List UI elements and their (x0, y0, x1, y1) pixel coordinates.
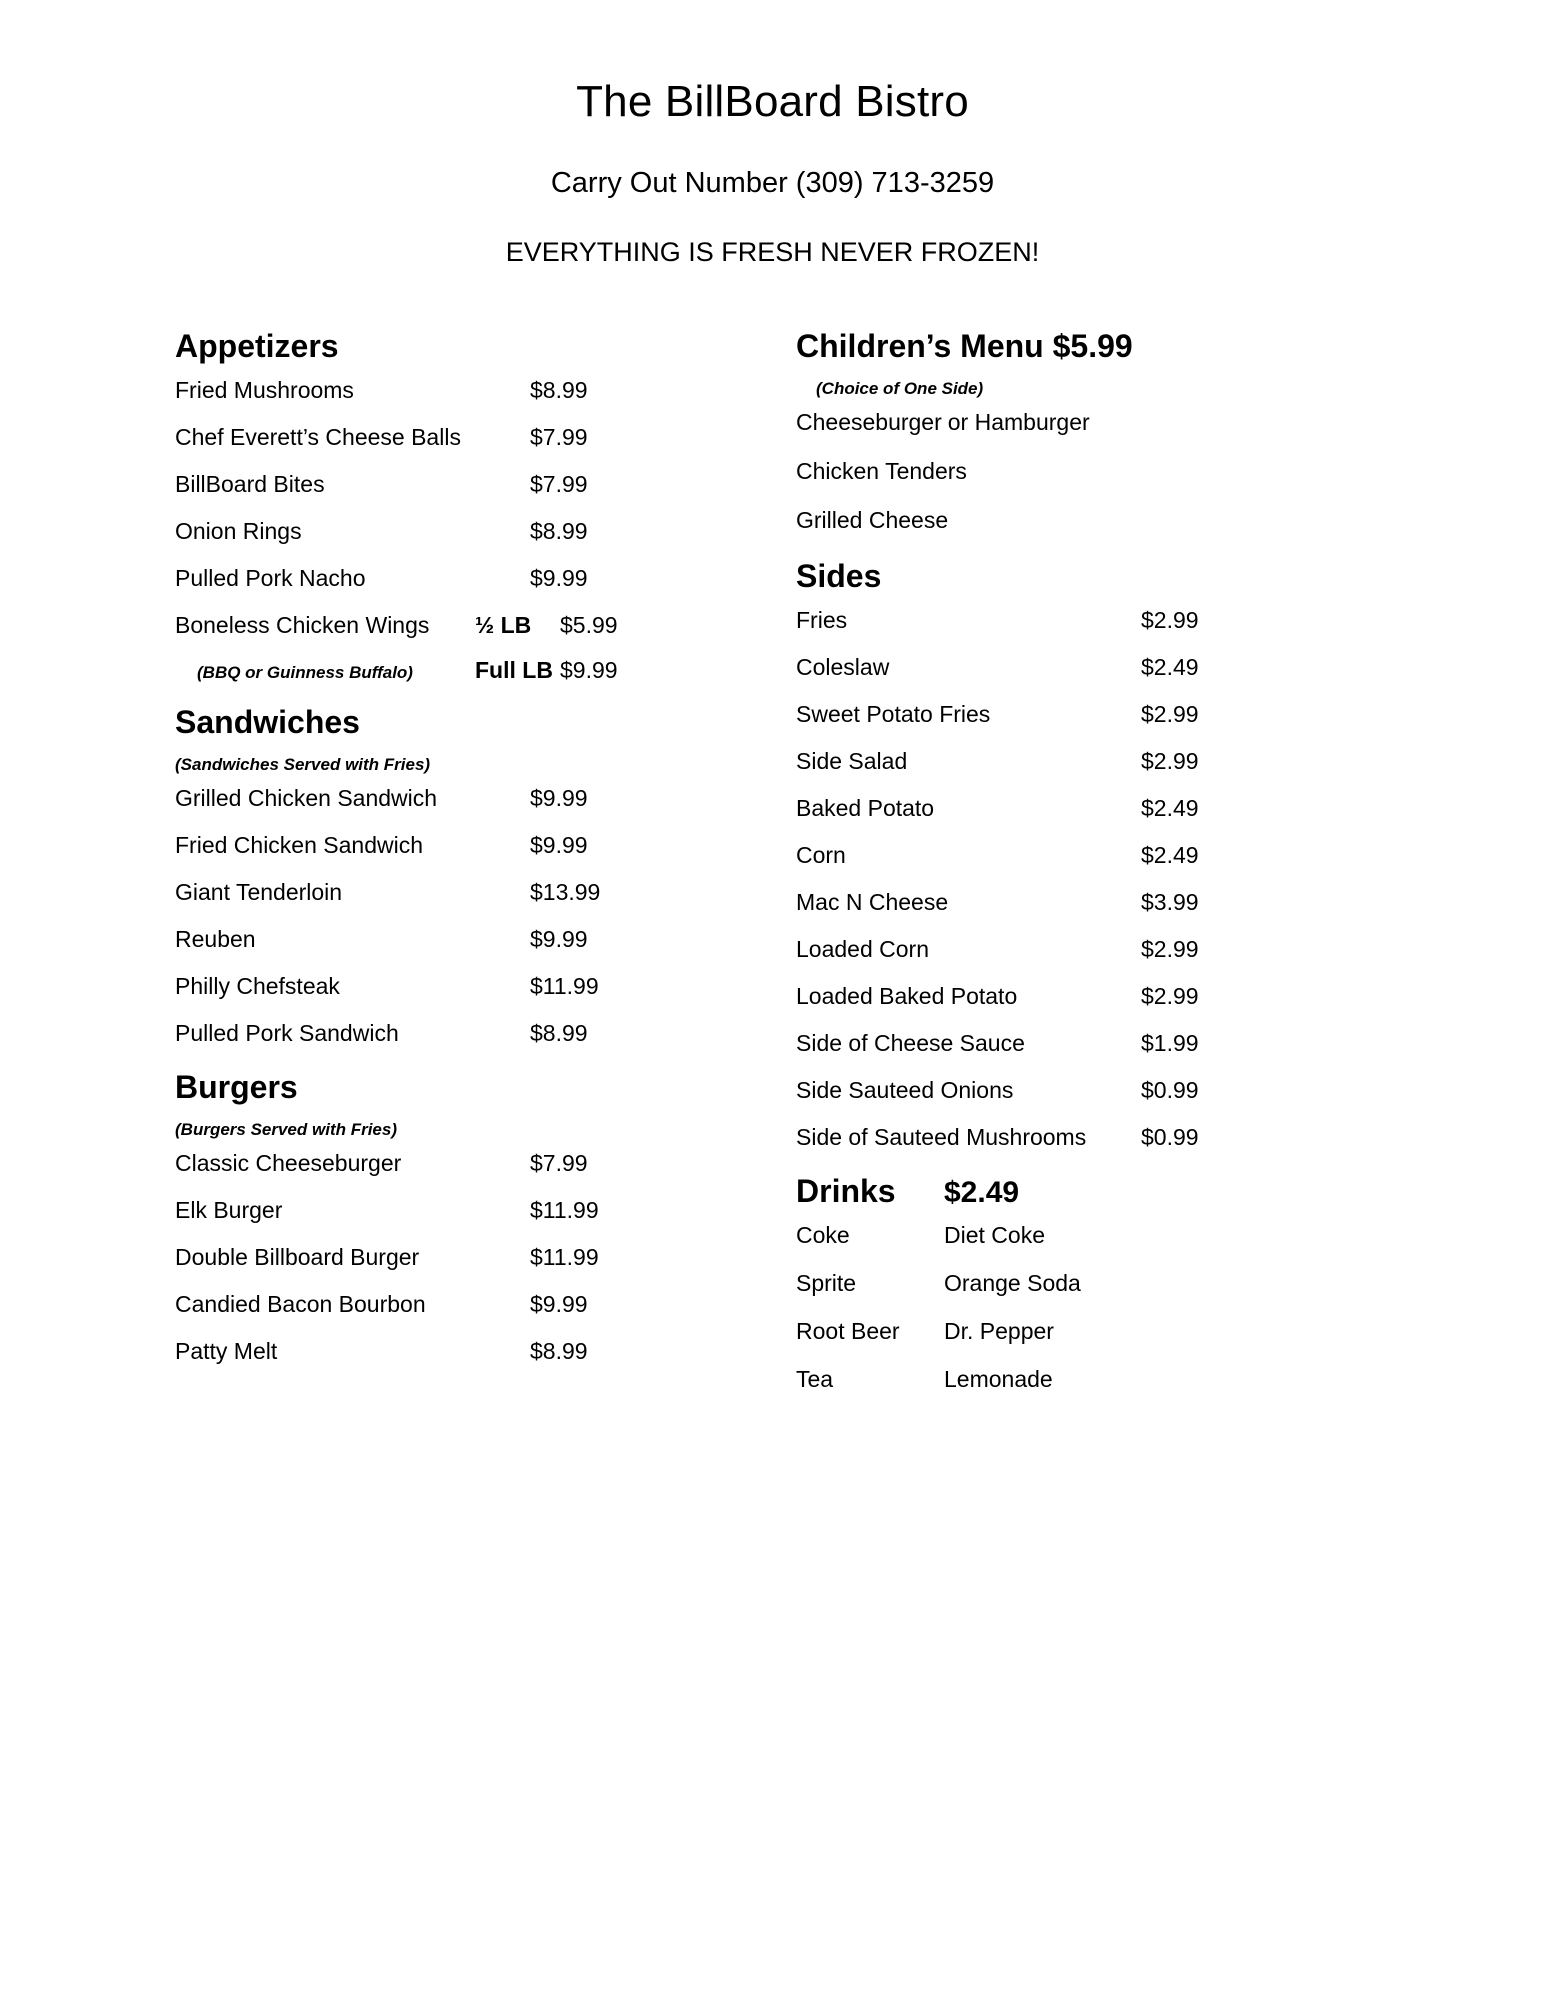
menu-header (0, 0, 1545, 268)
menu-item-row (175, 831, 795, 858)
item-price: $9.99 (530, 564, 588, 591)
menu-item-row (796, 935, 1416, 962)
menu-item-row (796, 747, 1416, 774)
menu-item-row (796, 794, 1416, 821)
item-name: BillBoard Bites (175, 470, 325, 497)
menu-item-row (796, 509, 1416, 532)
drink-name: Dr. Pepper (944, 1317, 1054, 1344)
menu-item-row (175, 1293, 795, 1316)
menu-item-row (175, 925, 795, 952)
item-price: $2.99 (1141, 606, 1199, 633)
item-price: $9.99 (530, 1291, 588, 1318)
right-column (796, 328, 1416, 1416)
item-price: $13.99 (530, 878, 601, 905)
menu-item-row (175, 470, 795, 497)
section-heading-burgers: Burgers (175, 1068, 298, 1105)
item-name: Elk Burger (175, 1197, 283, 1224)
item-price: $2.99 (1141, 747, 1199, 774)
item-price: $2.49 (1141, 653, 1199, 680)
drink-row (796, 1365, 1416, 1392)
item-name: Chef Everett’s Cheese Balls (175, 423, 461, 450)
item-name: Grilled Cheese (796, 507, 949, 534)
item-price: $1.99 (1141, 1029, 1199, 1056)
item-name: Side Salad (796, 747, 908, 774)
item-name: Candied Bacon Bourbon (175, 1291, 426, 1318)
item-name: Fries (796, 606, 848, 633)
item-price: $9.99 (530, 784, 588, 811)
section-heading-sides: Sides (796, 558, 882, 595)
item-price: $11.99 (530, 972, 599, 999)
menu-item-row-wings-full (175, 656, 795, 683)
item-price: $7.99 (530, 1150, 588, 1177)
drink-row (796, 1317, 1416, 1344)
item-name: Corn (796, 841, 846, 868)
drink-name: Tea (796, 1365, 834, 1392)
menu-item-row (796, 888, 1416, 915)
drink-name: Coke (796, 1221, 850, 1248)
menu-item-row (175, 1152, 795, 1175)
item-name: Fried Chicken Sandwich (175, 831, 424, 858)
item-price: $0.99 (1141, 1123, 1199, 1150)
drinks-price: $2.49 (944, 1175, 1020, 1209)
menu-item-row (796, 1123, 1416, 1150)
item-price: $8.99 (530, 1019, 588, 1046)
item-price: $2.99 (1141, 982, 1199, 1009)
menu-item-row (175, 784, 795, 811)
menu-item-row (796, 982, 1416, 1009)
wings-full-label: Full LB (475, 656, 553, 683)
item-price: $2.49 (1141, 794, 1199, 821)
drink-name: Root Beer (796, 1317, 900, 1344)
tagline: EVERYTHING IS FRESH NEVER FROZEN! (505, 237, 1040, 268)
section-heading-childrens-menu: Children’s Menu $5.99 (796, 327, 1133, 364)
drinks-label: Drinks (796, 1172, 896, 1209)
menu-item-row (796, 1076, 1416, 1103)
item-name: Side of Cheese Sauce (796, 1029, 1025, 1056)
item-price: $11.99 (530, 1197, 599, 1224)
item-name: Pulled Pork Nacho (175, 564, 366, 591)
wings-half-label: ½ LB (475, 611, 532, 638)
drink-row (796, 1221, 1416, 1248)
drink-name: Sprite (796, 1269, 857, 1296)
section-heading-appetizers: Appetizers (175, 327, 339, 364)
menu-item-row (175, 1199, 795, 1222)
item-name: Side of Sauteed Mushrooms (796, 1123, 1087, 1150)
item-name: Giant Tenderloin (175, 878, 343, 905)
item-price: $7.99 (530, 423, 588, 450)
item-price: $8.99 (530, 376, 588, 403)
drink-name: Diet Coke (944, 1221, 1045, 1248)
item-alt: or Hamburger (947, 409, 1090, 436)
menu-item-row (796, 606, 1416, 633)
item-name: Side Sauteed Onions (796, 1076, 1014, 1103)
item-price: $2.99 (1141, 700, 1199, 727)
item-name: Boneless Chicken Wings (175, 611, 430, 638)
menu-item-row (796, 700, 1416, 727)
menu-item-row (175, 878, 795, 905)
menu-columns (0, 328, 1545, 1416)
carry-out-number: Carry Out Number (309) 713-3259 (550, 167, 995, 200)
menu-item-row (175, 517, 795, 544)
item-price: $0.99 (1141, 1076, 1199, 1103)
menu-item-row (175, 972, 795, 999)
item-price: $8.99 (530, 1338, 588, 1365)
section-heading-drinks (796, 1173, 1416, 1210)
item-name: Loaded Corn (796, 935, 929, 962)
menu-item-row (796, 841, 1416, 868)
item-name: Cheeseburger (796, 409, 942, 436)
item-name: Philly Chefsteak (175, 972, 340, 999)
menu-item-row (175, 376, 795, 403)
left-column (175, 328, 795, 1416)
item-name: Pulled Pork Sandwich (175, 1019, 399, 1046)
menu-item-row (175, 423, 795, 450)
item-name: Double Billboard Burger (175, 1244, 420, 1271)
item-price: $2.49 (1141, 841, 1199, 868)
item-price: $11.99 (530, 1244, 599, 1271)
item-name: Chicken Tenders (796, 458, 967, 485)
item-name: Classic Cheeseburger (175, 1150, 402, 1177)
drink-name: Orange Soda (944, 1269, 1081, 1296)
drink-row (796, 1269, 1416, 1296)
item-name: Sweet Potato Fries (796, 700, 991, 727)
menu-item-row (796, 460, 1416, 483)
menu-item-row (796, 1029, 1416, 1056)
item-name: Fried Mushrooms (175, 376, 354, 403)
item-name: Patty Melt (175, 1338, 278, 1365)
item-name: Onion Rings (175, 517, 302, 544)
item-name: Mac N Cheese (796, 888, 949, 915)
item-price: $7.99 (530, 470, 588, 497)
page-title: The BillBoard Bistro (576, 77, 969, 126)
sandwiches-note: (Sandwiches Served with Fries) (175, 754, 431, 774)
item-price: $2.99 (1141, 935, 1199, 962)
item-name: Loaded Baked Potato (796, 982, 1018, 1009)
section-heading-sandwiches: Sandwiches (175, 703, 360, 740)
menu-item-row (175, 564, 795, 591)
menu-item-row (796, 411, 1416, 434)
item-price: $9.99 (530, 831, 588, 858)
item-name: Reuben (175, 925, 256, 952)
item-name: Grilled Chicken Sandwich (175, 784, 438, 811)
menu-item-row-wings-half (175, 611, 795, 638)
childrens-note: (Choice of One Side) (816, 378, 984, 398)
item-name: Baked Potato (796, 794, 935, 821)
menu-item-row (175, 1019, 795, 1046)
menu-item-row (175, 1246, 795, 1269)
menu-item-row (796, 653, 1416, 680)
wings-note: (BBQ or Guinness Buffalo) (197, 662, 413, 682)
burgers-note: (Burgers Served with Fries) (175, 1119, 398, 1139)
item-price: $8.99 (530, 517, 588, 544)
item-price: $3.99 (1141, 888, 1199, 915)
wings-half-price: $5.99 (560, 611, 618, 638)
item-name: Coleslaw (796, 653, 890, 680)
menu-item-row (175, 1340, 795, 1363)
drink-name: Lemonade (944, 1365, 1053, 1392)
wings-full-price: $9.99 (560, 656, 618, 683)
item-price: $9.99 (530, 925, 588, 952)
